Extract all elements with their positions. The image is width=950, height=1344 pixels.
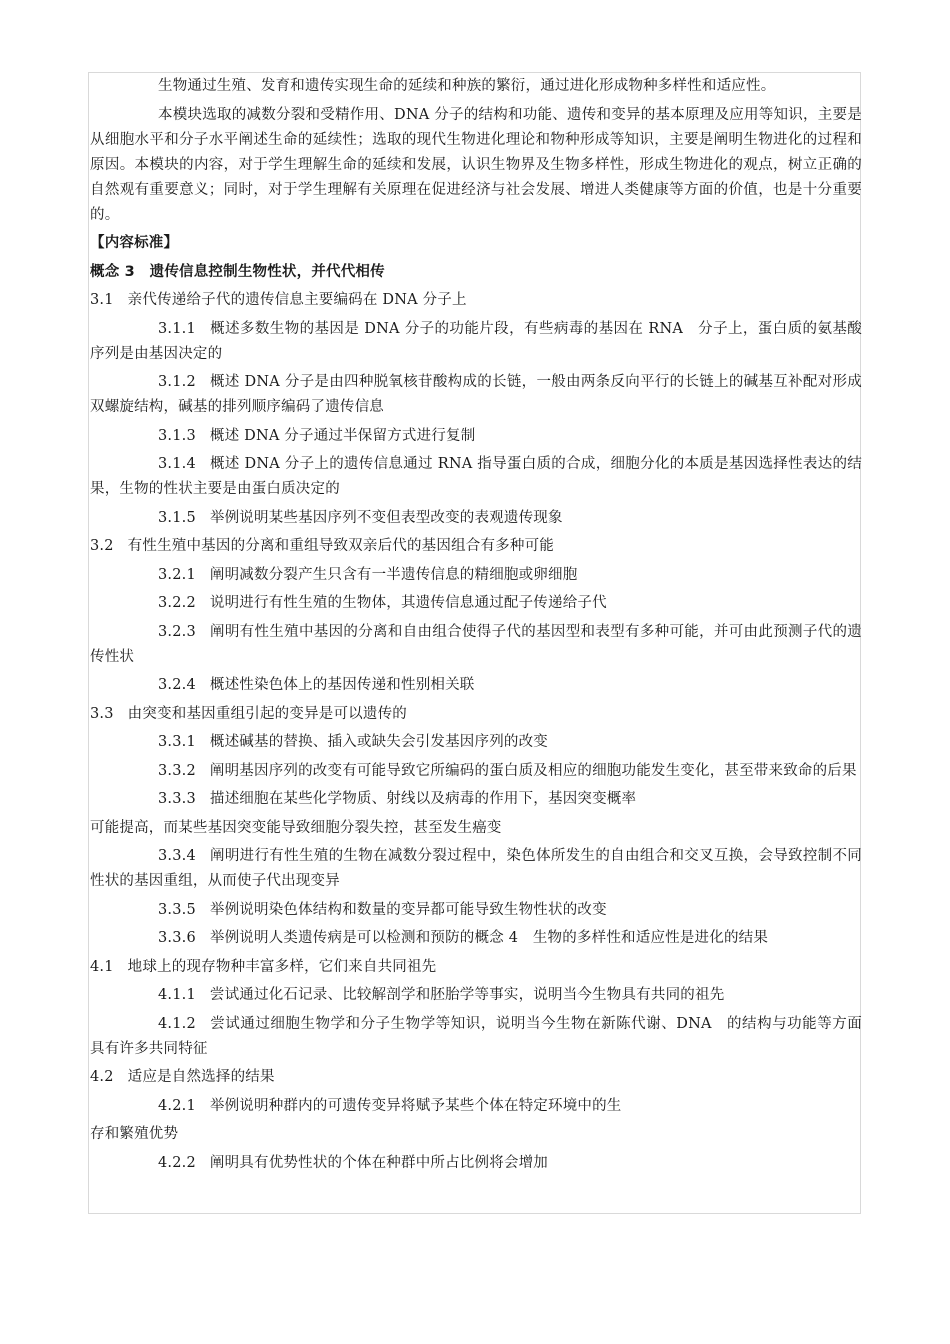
item-number: 4.2 (90, 1069, 114, 1085)
item-text: 有性生殖中基因的分离和重组导致双亲后代的基因组合有多种可能 (127, 538, 554, 554)
item-text: 概述 DNA 分子是由四种脱氧核苷酸构成的长链，一般由两条反向平行的长链上的碱基互补配对形成双螺旋结构，碱基的排列顺序编码了遗传信息 (90, 374, 862, 415)
item-text: 概述性染色体上的基因传递和性别相关联 (209, 677, 475, 693)
item-number: 3.1.1 (158, 320, 196, 337)
item-number: 3.2.1 (158, 566, 196, 583)
item-3-3 (90, 702, 862, 727)
item-number: 3.3.1 (158, 734, 196, 750)
item-text: 举例说明某些基因序列不变但表型改变的表观遗传现象 (209, 509, 563, 526)
item-text: 概述碱基的替换、插入或缺失会引发基因序列的改变 (209, 734, 549, 750)
item-text: 阐明基因序列的改变有可能导致它所编码的蛋白质及相应的细胞功能发生变化，甚至带来致命的后果 (209, 762, 857, 779)
item-number: 3.2.4 (158, 677, 196, 693)
intro-paragraph-2: 本模块选取的减数分裂和受精作用、DNA 分子的结构和功能、遗传和变异的基本原理及应用等知识，主要是从细胞水平和分子水平阐述生命的延续性；选取的现代生物进化理论和物种形成等知识，主要是阐明生物进化的过程和原因。本模块的内容，对于学生理解生命的延续和发展，认识生物界及生物多样性，形成生物进化的观点，树立正确的自然观有重要意义；同时，对于学生理解有关原理在促进经济与社会发展、增进人类健康等方面的价值，也是十分重要的。 (90, 106, 862, 223)
item-text: 举例说明种群内的可遗传变异将赋予某些个体在特定环境中的生 (209, 1097, 622, 1114)
document-body (90, 74, 862, 1179)
item-3-2-3 (90, 620, 862, 670)
concept-3-heading: 概念 3 遗传信息控制生物性状，并代代相传 (90, 263, 385, 280)
item-number: 3.3 (90, 705, 114, 722)
item-3-1-1 (90, 317, 862, 367)
item-text: 尝试通过化石记录、比较解剖学和胚胎学等事实，说明当今生物具有共同的祖先 (209, 987, 725, 1003)
item-text: 概述 DNA 分子上的遗传信息通过 RNA 指导蛋白质的合成，细胞分化的本质是基因选择性表达的结果，生物的性状主要是由蛋白质决定的 (90, 456, 862, 497)
item-4-1-1 (90, 983, 862, 1008)
item-text: 适应是自然选择的结果 (127, 1069, 275, 1085)
item-3-1-3 (90, 424, 862, 449)
item-number: 3.1.2 (158, 374, 196, 390)
item-number: 4.1.1 (158, 987, 196, 1003)
item-4-2-1-continuation: 存和繁殖优势 (90, 1126, 179, 1142)
item-3-1-4 (90, 452, 862, 502)
item-text: 举例说明人类遗传病是可以检测和预防的概念 4 生物的多样性和适应性是进化的结果 (209, 930, 769, 946)
item-number: 3.1.4 (158, 456, 196, 472)
item-3-3-2 (90, 759, 862, 784)
item-number: 3.2.2 (158, 595, 196, 611)
item-4-2 (90, 1065, 862, 1090)
item-4-2-1 (90, 1094, 862, 1119)
item-text: 描述细胞在某些化学物质、射线以及病毒的作用下，基因突变概率 (209, 791, 637, 807)
item-number: 3.3.3 (158, 791, 196, 807)
item-number: 3.3.5 (158, 901, 196, 918)
item-4-2-2 (90, 1151, 862, 1176)
item-3-3-5 (90, 898, 862, 923)
item-number: 4.2.1 (158, 1097, 196, 1114)
item-text: 地球上的现存物种丰富多样，它们来自共同祖先 (127, 958, 437, 975)
item-3-3-4 (90, 844, 862, 894)
item-number: 3.1.5 (158, 509, 196, 526)
item-text: 阐明有性生殖中基因的分离和自由组合使得子代的基因型和表型有多种可能，并可由此预测子代的遗传性状 (90, 623, 862, 665)
item-number: 3.3.6 (158, 930, 196, 946)
item-4-1 (90, 955, 862, 980)
item-number: 3.2.3 (158, 623, 196, 640)
item-3-3-3-continuation: 可能提高，而某些基因突变能导致细胞分裂失控，甚至发生癌变 (90, 819, 502, 836)
item-number: 3.1.3 (158, 427, 196, 444)
item-3-2 (90, 534, 862, 559)
item-3-2-2 (90, 591, 862, 616)
item-3-3-3 (90, 787, 862, 812)
item-3-2-4 (90, 673, 862, 698)
item-text: 说明进行有性生殖的生物体，其遗传信息通过配子传递给子代 (209, 595, 607, 611)
item-number: 3.3.2 (158, 762, 196, 779)
item-3-1-2 (90, 370, 862, 420)
item-text: 举例说明染色体结构和数量的变异都可能导致生物性状的改变 (209, 901, 607, 918)
item-text: 阐明进行有性生殖的生物在减数分裂过程中，染色体所发生的自由组合和交叉互换，会导致控制不同性状的基因重组，从而使子代出现变异 (90, 848, 862, 889)
item-text: 由突变和基因重组引起的变异是可以遗传的 (127, 705, 407, 722)
item-number: 4.1 (90, 958, 114, 975)
item-text: 亲代传递给子代的遗传信息主要编码在 DNA 分子上 (127, 292, 467, 308)
item-text: 概述多数生物的基因是 DNA 分子的功能片段，有些病毒的基因在 RNA 分子上，蛋白质的氨基酸序列是由基因决定的 (90, 320, 862, 362)
item-text: 阐明减数分裂产生只含有一半遗传信息的精细胞或卵细胞 (209, 566, 578, 583)
section-header: 【内容标准】 (90, 235, 179, 251)
item-number: 4.1.2 (158, 1015, 196, 1032)
item-text: 阐明具有优势性状的个体在种群中所占比例将会增加 (209, 1154, 549, 1171)
item-number: 4.2.2 (158, 1154, 196, 1171)
item-number: 3.3.4 (158, 848, 196, 864)
item-text: 尝试通过细胞生物学和分子生物学等知识，说明当今生物在新陈代谢、DNA 的结构与功能等方面具有许多共同特征 (90, 1015, 862, 1057)
item-3-2-1 (90, 563, 862, 588)
item-number: 3.1 (90, 292, 114, 308)
item-text: 概述 DNA 分子通过半保留方式进行复制 (209, 427, 476, 444)
item-3-3-6 (90, 926, 862, 951)
item-number: 3.2 (90, 538, 114, 554)
item-3-1-5 (90, 506, 862, 531)
item-3-3-1 (90, 730, 862, 755)
intro-paragraph-1: 生物通过生殖、发育和遗传实现生命的延续和种族的繁衍，通过进化形成物种多样性和适应性。 (158, 78, 776, 94)
item-3-1 (90, 288, 862, 313)
item-4-1-2 (90, 1012, 862, 1062)
